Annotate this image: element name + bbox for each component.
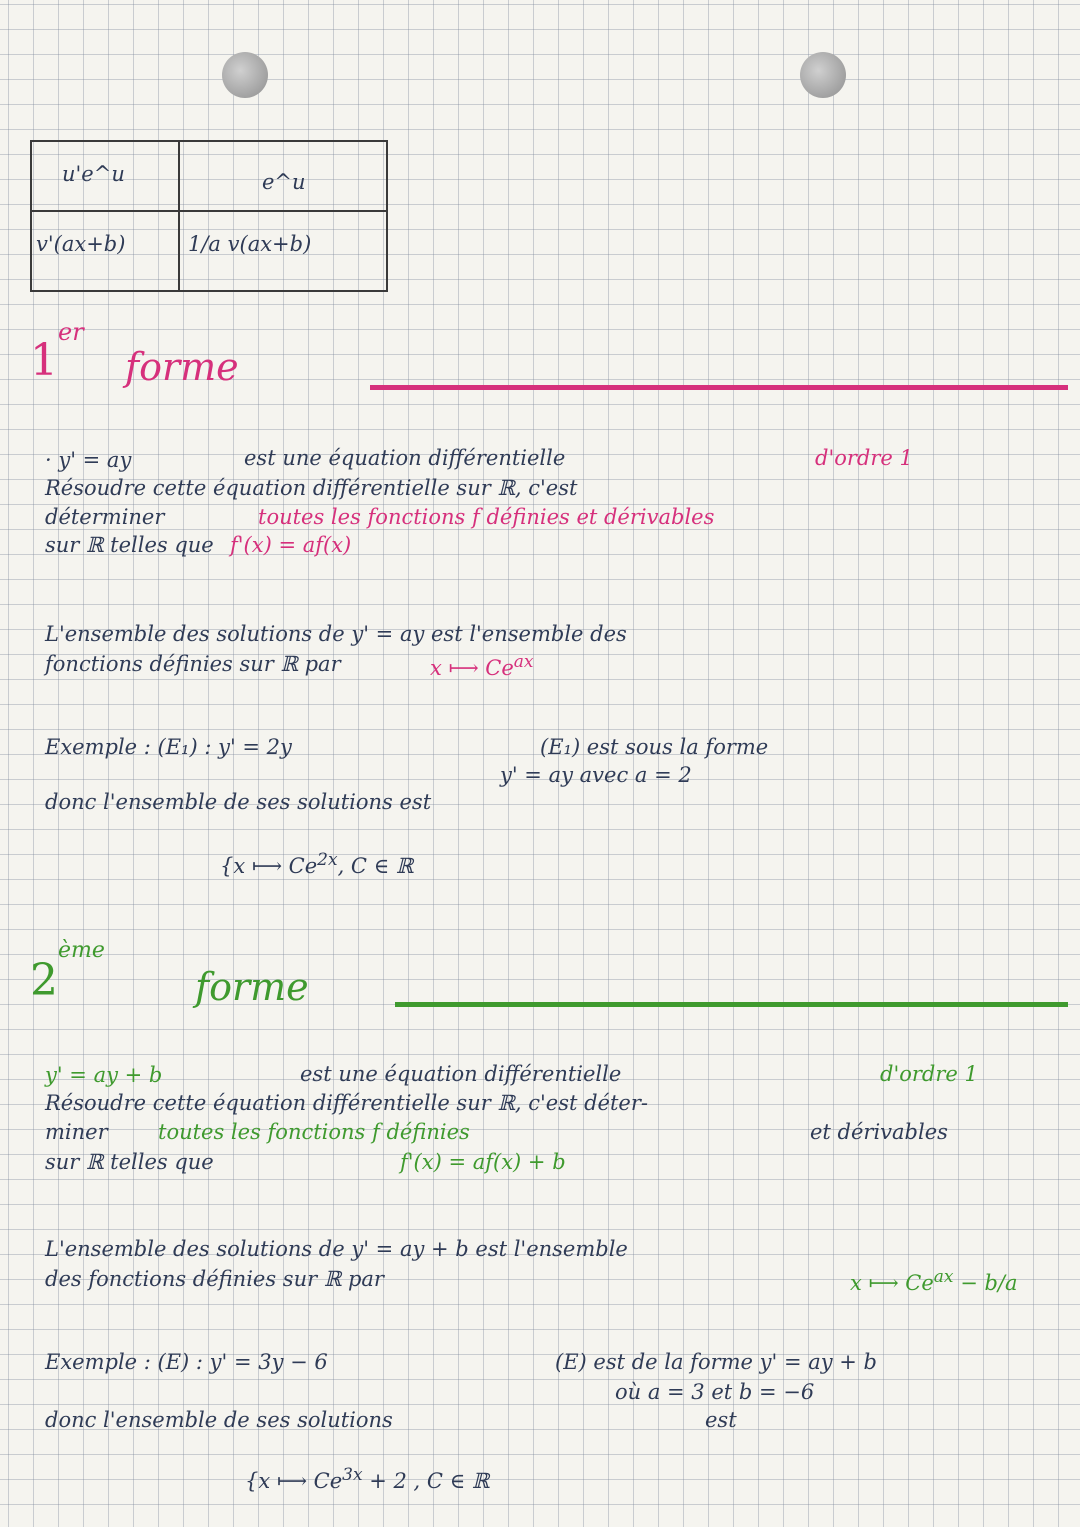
section2-title: forme [195,965,309,1009]
s1-example-form: (E₁) est sous la forme [540,735,769,759]
table-cell-r2c1: v'(ax+b) [36,232,126,256]
derivative-table [30,140,388,292]
s2-solution-set-line2: des fonctions définies sur ℝ par [45,1267,384,1291]
section1-underline [370,385,1068,390]
punch-hole-right [800,52,846,98]
table-cell-r2c2: 1/a v(ax+b) [188,232,312,256]
s1-example-conclusion: donc l'ensemble de ses solutions est [45,790,432,814]
s2-example-equation: Exemple : (E) : y' = 3y − 6 [45,1350,328,1374]
s2-example-solution: {x ⟼ $Ce^{3x} + 2$ , C ∈ ℝ [245,1465,490,1493]
s2-solution-formula: x ⟼ $Ce^{ax} - b/a$ [850,1267,1018,1295]
s2-such-that: sur ℝ telles que [45,1150,214,1174]
s2-resolve-line: Résoudre cette équation différentielle sur ℝ, c'est déter- [45,1091,648,1115]
table-divider-vertical [178,142,180,290]
s1-example-params: y' = ay avec a = 2 [500,763,692,787]
s2-solution-tail: − b/a [953,1271,1018,1295]
section2-suffix: ème [58,938,105,963]
table-divider-horizontal [32,210,386,212]
s1-solution-set-line1: L'ensemble des solutions de y' = ay est l'ensemble des [45,622,627,646]
s2-example-conclusion: donc l'ensemble de ses solutions [45,1408,393,1432]
s2-example-is: est [705,1408,737,1432]
s2-all-functions: toutes les fonctions f définies [158,1120,470,1144]
s2-determine-word: miner [45,1120,108,1144]
s2-example-exponent: 3x [342,1465,363,1485]
s1-resolve-line: Résoudre cette équation différentielle sur ℝ, c'est [45,476,578,500]
s1-def-order: d'ordre 1 [815,446,913,470]
s1-solution-formula: x ⟼ $Ce^{ax}$ [430,652,534,680]
s2-solution-set-line1: L'ensemble des solutions de y' = ay + b est l'ensemble [45,1237,628,1261]
s2-example-params: où a = 3 et b = −6 [615,1380,815,1404]
s1-condition: f'(x) = af(x) [230,533,352,557]
s1-all-functions: toutes les fonctions f définies et dérivables [258,505,715,529]
section2-number: 2 [30,955,58,1006]
section1-number: 1 [30,335,58,386]
s2-differentiable: et dérivables [810,1120,948,1144]
s2-solution-exponent: ax [933,1267,954,1287]
table-cell-r1c2: e^u [262,170,306,194]
s2-example-form: (E) est de la forme y' = ay + b [555,1350,877,1374]
section1-title: forme [125,345,239,389]
table-cell-r1c1: u'e^u [62,162,125,186]
section2-underline [395,1002,1068,1007]
s1-determine-word: déterminer [45,505,165,529]
section1-suffix: er [58,318,84,346]
s1-solution-exponent: ax [513,652,534,672]
s1-def-equation: · y' = ay [45,448,132,472]
s2-def-order: d'ordre 1 [880,1062,978,1086]
s1-def-text: est une équation différentielle [244,446,566,470]
punch-hole-left [222,52,268,98]
s1-example-solution: {x ⟼ $Ce^{2x}$, C ∈ ℝ [220,850,414,878]
s1-such-that: sur ℝ telles que [45,533,214,557]
s2-def-equation: y' = ay + b [45,1063,163,1087]
s1-solution-set-line2: fonctions définies sur ℝ par [45,652,341,676]
s1-example-exponent: 2x [317,850,338,870]
s2-condition: f'(x) = af(x) + b [400,1150,566,1174]
s1-example-equation: Exemple : (E₁) : y' = 2y [45,735,292,759]
s2-def-text: est une équation différentielle [300,1062,622,1086]
